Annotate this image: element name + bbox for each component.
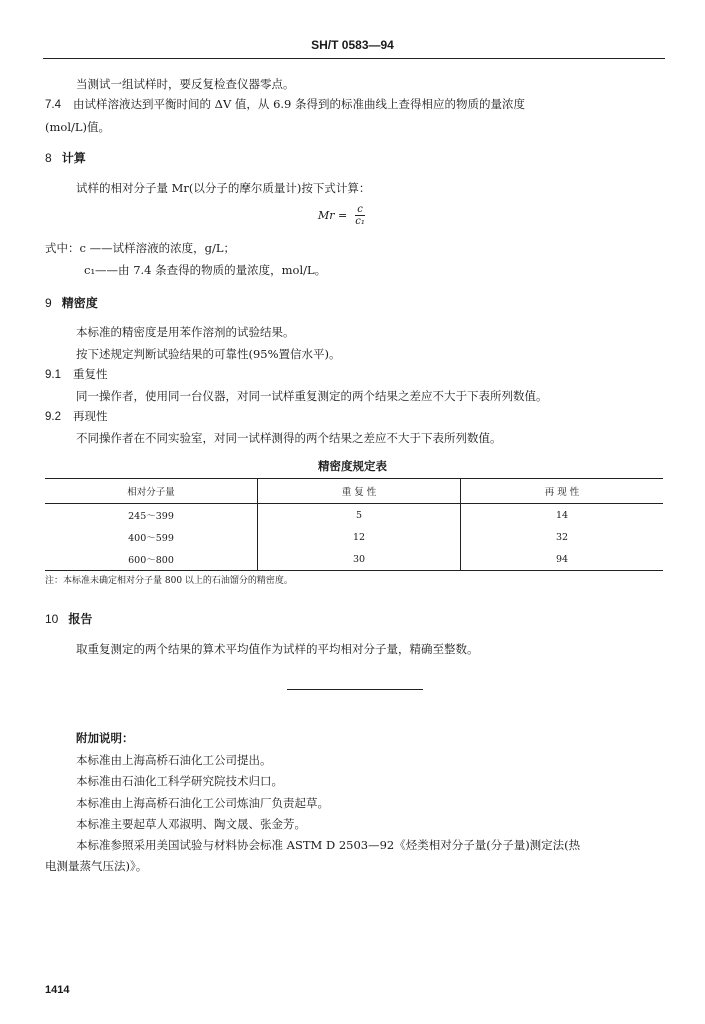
section-divider: [287, 689, 423, 690]
subsection-9-1-text: 同一操作者，使用同一台仪器，对同一试样重复测定的两个结果之差应不大于下表所列数值。: [76, 389, 548, 403]
subsection-9-2-number: 9.2: [45, 411, 61, 423]
section-8-intro: 试样的相对分子量 Mr(以分子的摩尔质量计)按下式计算：: [76, 181, 371, 195]
table-cell: 400～599: [45, 526, 258, 548]
table-cell: 600～800: [45, 548, 258, 571]
formula-numerator: c: [357, 204, 363, 215]
section-8-title: 计算: [61, 151, 86, 165]
item-7-4-number: 7.4: [45, 99, 61, 111]
page-number: 1414: [45, 984, 70, 996]
subsection-9-1-number: 9.1: [45, 369, 61, 381]
section-10-number: 10: [45, 612, 59, 626]
formula-fraction: [353, 204, 367, 227]
section-9-para-2: 按下述规定判断试验结果的可靠性(95%置信水平)。: [76, 347, 341, 361]
section-9-title: 精密度: [61, 296, 98, 310]
formula-denominator: c₁: [355, 216, 365, 227]
item-7-4-text: 由试样溶液达到平衡时间的 ΔV 值，从 6.9 条得到的标准曲线上查得相应的物质的量浓度: [73, 97, 526, 111]
header-rule: [43, 58, 665, 59]
appendix-line: 本标准由上海高桥石油化工公司提出。: [76, 753, 272, 767]
where-line-1: 式中：c ——试样溶液的浓度，g/L；: [45, 241, 235, 255]
column-header-repeatability: 重 复 性: [258, 479, 461, 504]
table-header-row: [45, 479, 663, 504]
subsection-9-1-heading: [45, 366, 108, 382]
table-cell: 14: [555, 509, 569, 521]
subsection-9-2-title: 再现性: [73, 409, 108, 423]
appendix-line: 本标准由上海高桥石油化工公司炼油厂负责起草。: [76, 796, 329, 810]
table-cell: 12: [258, 526, 461, 548]
section-9-number: 9: [45, 296, 52, 310]
section-9-para-1: 本标准的精密度是用苯作溶剂的试验结果。: [76, 325, 295, 339]
table-cell: 5: [258, 504, 461, 527]
appendix-line: 本标准主要起草人邓淑明、陶文晟、张金芳。: [76, 817, 306, 831]
formula-mr: [318, 204, 367, 227]
section-8-number: 8: [45, 151, 52, 165]
formula-lhs: Mr =: [318, 209, 348, 222]
item-7-4-line1: [45, 96, 525, 112]
precision-table: [45, 478, 663, 571]
appendix-title: 附加说明：: [76, 731, 134, 745]
para-zero-check: 当测试一组试样时，要反复检查仪器零点。: [76, 77, 295, 91]
appendix-line: 本标准由石油化工科学研究院技术归口。: [76, 774, 283, 788]
subsection-9-2-text: 不同操作者在不同实验室，对同一试样测得的两个结果之差应不大于下表所列数值。: [76, 431, 502, 445]
table-row: [45, 526, 663, 548]
section-10-heading: [45, 610, 92, 627]
table-cell: 30: [258, 548, 461, 571]
section-10-title: 报告: [68, 612, 93, 626]
table-cell: 94: [555, 553, 569, 565]
table-row: [45, 548, 663, 571]
section-9-heading: [45, 294, 98, 311]
column-header-molecular-weight: 相对分子量: [45, 479, 258, 504]
subsection-9-2-heading: [45, 408, 108, 424]
table-note: 注：本标准未确定相对分子量 800 以上的石油馏分的精密度。: [45, 576, 293, 586]
subsection-9-1-title: 重复性: [73, 367, 108, 381]
table-row: [45, 504, 663, 527]
section-10-text: 取重复测定的两个结果的算术平均值作为试样的平均相对分子量，精确至整数。: [76, 642, 479, 656]
column-header-reproducibility: 再 现 性: [461, 479, 664, 504]
page-header: SH/T 0583—94: [311, 38, 394, 52]
section-8-heading: [45, 149, 86, 166]
table-cell: 245～399: [45, 504, 258, 527]
item-7-4-line2: (mol/L)值。: [45, 120, 110, 134]
table-cell: 32: [555, 531, 569, 543]
table-title: 精密度规定表: [318, 459, 387, 473]
appendix-line: 本标准参照采用美国试验与材料协会标准 ASTM D 2503—92《烃类相对分子量(分子量)测定法(热: [76, 838, 581, 852]
where-line-2: c₁——由 7.4 条查得的物质的量浓度，mol/L。: [84, 263, 327, 277]
appendix-line: 电测量蒸气压法)》。: [45, 859, 148, 873]
